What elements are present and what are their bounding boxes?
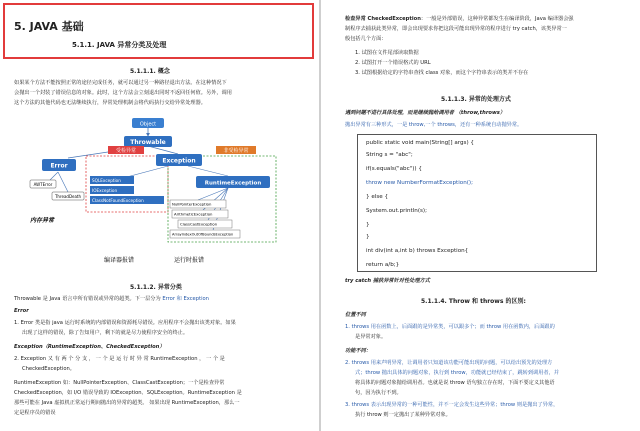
exception-item-line-1: 2. Exception 又 有 两 个 分 支 ， 一 个 是 运 行 时 异 常 RuntimeException ， 一 个 是 [14, 356, 225, 362]
code-line: public static void main(String[] args) { [366, 140, 474, 146]
position-heading: 位置不同 [345, 312, 366, 318]
runtime-line-2: CheckedException，如 I/O 错误导致的 IOException、SQLException。RuntimeException 是 [14, 390, 242, 396]
exception-heading: Exception（RuntimeException、CheckedException） [14, 344, 165, 350]
classify-title: 5.1.1.2. 异常分类 [130, 284, 182, 291]
error-heading: Error [14, 308, 29, 314]
code-line: } else { [366, 194, 389, 200]
exception-hierarchy-diagram [28, 114, 288, 272]
chapter-title: 5. JAVA 基础 [14, 20, 84, 33]
checked-tag-label: 受检异常 [115, 148, 137, 154]
null-pointer-label: NullPointerException [172, 201, 212, 207]
handling-title: 5.1.1.3. 异常的处理方式 [441, 96, 511, 103]
code-line: return a/b;} [366, 262, 400, 268]
concept-title: 5.1.1.1. 概念 [130, 68, 170, 75]
array-index-label: ArrayIndexOutOfBoundsException [172, 232, 234, 237]
error-label: Error [50, 162, 68, 170]
function-line-4: 句，因为执行不到。 [355, 390, 402, 396]
unchecked-tag-label: 非受检异常 [223, 148, 249, 154]
code-line: System.out.println(s); [366, 208, 427, 214]
class-cast-label: ClassCastException [180, 221, 218, 227]
throw-heading: 遇到问题不进行具体处理，而是继续抛给调用者 （throw,throws） [345, 110, 506, 116]
classify-line: Throwable 是 Java 语言中所有错误或异常的超类。下一层分为 Error 和 Exception [14, 296, 209, 302]
awt-error-label: AWTError [33, 181, 53, 187]
exception-item-line-2: CheckedException。 [22, 366, 75, 372]
function-line-1: 2. throws 用来声明异常，让调用者只知道该功能可能出现的问题，可以给出预先的处理方 [345, 360, 553, 366]
checked-item-3: 3. 试图根据给定的字符串查找 class 对象，而这个字符串表示的类并不存在 [355, 70, 529, 76]
checked-item-2: 2. 试图打开一个错误格式的 URL [355, 60, 431, 66]
section-title: 5.1.1. JAVA 异常分类及处理 [72, 41, 167, 49]
function-line-5: 3. throws 表示出现异常的一种可能性，并不一定会发生这些异常；throw 则是抛出了异常， [345, 402, 559, 408]
function-heading: 功能不同： [345, 348, 371, 354]
thread-death-label: ThreadDeath [54, 193, 82, 199]
class-not-found-label: ClassNotFoundException [92, 197, 144, 203]
checked-line-1: 检查异常 CheckedException：一般是外部错误，这种异常都发生在编译阶段，Java 编译器会强 [345, 16, 574, 22]
function-line-6: 执行 throw 则一定抛出了某种异常对象。 [355, 412, 451, 418]
arithmetic-label: ArithmeticException [174, 211, 213, 217]
code-line: } [366, 234, 370, 240]
object-label: Object [139, 121, 157, 128]
function-line-3: 将具体的问题对象抛给调用者。也就是说 throw 语句独立存在时，下面不要定义其他语 [355, 380, 555, 386]
function-line-2: 式；throw 抛出具体的问题对象，执行到 throw，功能就已经结束了，跳转到调用者，并 [355, 370, 559, 376]
runtime-line-1: RuntimeException 如：NullPointerException、ClassCastException；一个是检查异常 [14, 380, 225, 386]
checked-line-2: 制程序去捕获此类异常，即会出现要求你把这段可能出现异常的程序进行 try catch，该类异常一 [345, 26, 567, 32]
checked-item-1: 1. 试图在文件尾部读取数据 [355, 50, 419, 56]
error-item-line-2: 出现了这样的错误，除了告知用户，剩下的就是尽力使程序安全的终止。 [22, 330, 189, 336]
throwable-label: Throwable [130, 139, 166, 146]
code-line: if(s.equals("abc")) { [366, 166, 422, 172]
right-page [321, 0, 640, 431]
runtime-line-4: 定是程序员的错误 [14, 410, 56, 416]
code-line: } [366, 222, 370, 228]
runtime-exception-label: RuntimeException [204, 180, 262, 187]
code-line: String s = "abc"; [366, 152, 413, 158]
io-exception-label: IOException [92, 187, 118, 193]
concept-line-2: 会抛出一个封装了错误信息的对象。此时，这个方法会立刻退出同时不返回任何值。另外，调用 [14, 90, 232, 96]
position-line-1: 1. throws 用在函数上，后面跟的是异常类，可以跟多个；而 throw 用在函数内，后面跟的 [345, 324, 555, 330]
concept-line-1: 如果某个方法不能按照正常的途径完成任务，就可以通过另一种路径退出方法。在这种情况下 [14, 80, 227, 86]
checked-line-3: 般包括几个方面： [345, 36, 387, 42]
position-line-2: 是异常对象。 [355, 334, 387, 340]
code-line: throw new NumberFormatException(); [366, 180, 473, 186]
runtime-error-label: 运行时报错 [174, 257, 205, 264]
exception-label: Exception [162, 157, 196, 165]
runtime-line-3: 那些可能在 Java 虚拟机正常运行期间抛出的异常的超类。 如果出现 RuntimeException，那么一 [14, 400, 240, 406]
throw-vs-throws-title: 5.1.1.4. Throw 和 throws 的区别: [421, 298, 526, 305]
error-item-line-1: 1. Error 类是指 java 运行时系统的内部错误和资源耗尽错误。应用程序不会抛出该类对象。如果 [14, 320, 236, 326]
compile-error-label: 编译器报错 [104, 257, 135, 264]
throw-line: 抛出异常有三种形式，一是 throw,一个 throws，还有一种系统自动抛异常。 [345, 122, 523, 128]
concept-line-3: 这个方法的其他代码也无法继续执行，异常处理机制会将代码执行交给异常处理器。 [14, 100, 206, 106]
code-block [357, 134, 597, 272]
code-line: int div(int a,int b) throws Exception{ [366, 248, 469, 254]
left-page [0, 0, 319, 431]
internal-error-label: 内存异常 [30, 217, 55, 224]
sql-exception-label: SQLException [92, 177, 121, 183]
try-catch-heading: try catch 捕获异常针对性处理方式 [345, 278, 430, 284]
